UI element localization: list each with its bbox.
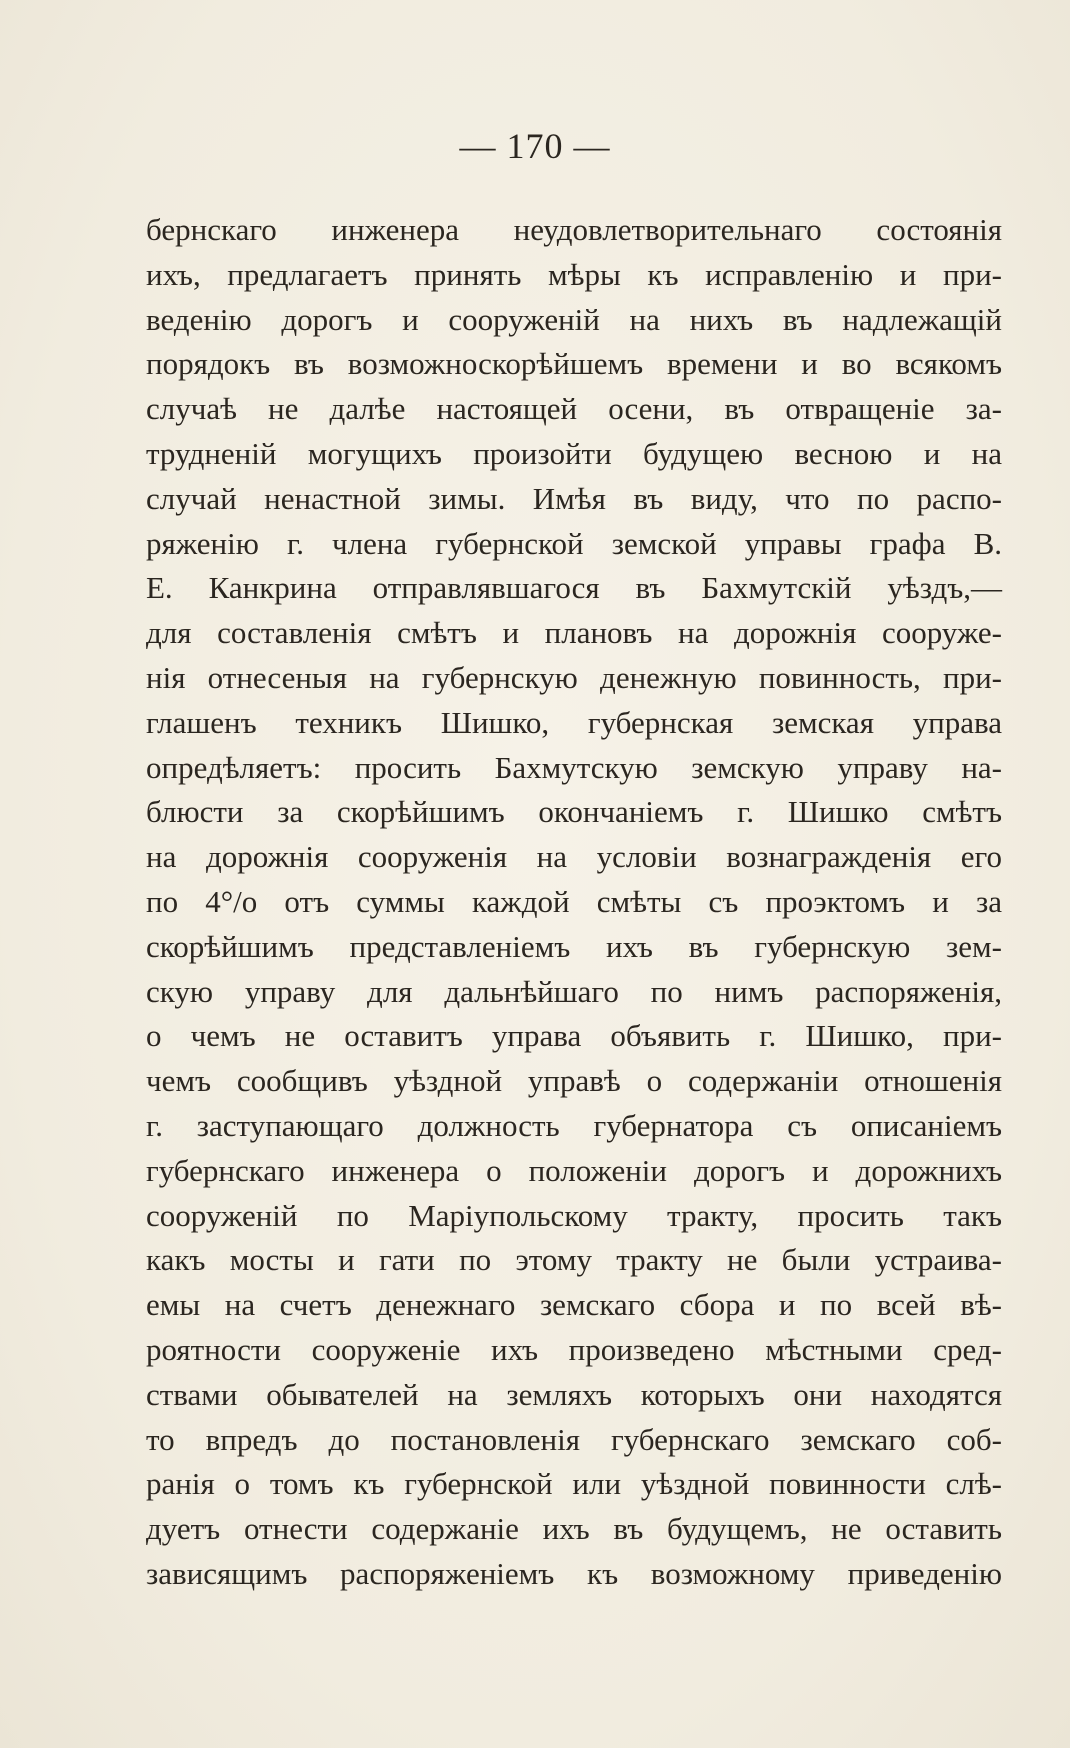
- text-line: веденію дорогъ и сооруженій на нихъ въ надлежащій: [146, 301, 1002, 337]
- text-line: ихъ, предлагаетъ принять мѣры къ исправленію и при-: [146, 256, 1002, 292]
- text-line: трудненій могущихъ произойти будущею весною и на: [146, 435, 1002, 471]
- text-line: опредѣляетъ: просить Бахмутскую земскую управу на-: [146, 749, 1002, 785]
- text-line: г. заступающаго должность губернатора съ описаніемъ: [146, 1107, 1002, 1143]
- text-line: зависящимъ распоряженіемъ къ возможному приведенію: [146, 1555, 1002, 1591]
- text-line: сооруженій по Маріупольскому тракту, просить такъ: [146, 1197, 1002, 1233]
- text-line: случай ненастной зимы. Имѣя въ виду, что по распо-: [146, 480, 1002, 516]
- text-line: по 4°/о отъ суммы каждой смѣты съ проэктомъ и за: [146, 883, 1002, 919]
- text-line: нія отнесеныя на губернскую денежную повинность, при-: [146, 659, 1002, 695]
- text-line: роятности сооруженіе ихъ произведено мѣстными сред-: [146, 1331, 1002, 1367]
- text-line: какъ мосты и гати по этому тракту не были устраива-: [146, 1242, 1002, 1278]
- text-line: бернскаго инженера неудовлетворительнаго состоянія: [146, 212, 1002, 247]
- text-line: Е. Канкрина отправлявшагося въ Бахмутскій уѣздъ,—: [146, 570, 1002, 606]
- text-line: дуетъ отнести содержаніе ихъ въ будущемъ, не оставить: [146, 1511, 1002, 1547]
- text-line: порядокъ въ возможноскорѣйшемъ времени и во всякомъ: [146, 346, 1002, 382]
- text-line: для составленія смѣтъ и плановъ на дорожнія сооруже-: [146, 615, 1002, 651]
- text-line: ряженію г. члена губернской земской управы графа В.: [146, 525, 1002, 561]
- text-line: ранія о томъ къ губернской или уѣздной повинности слѣ-: [146, 1466, 1002, 1502]
- text-line: глашенъ техникъ Шишко, губернская земская управа: [146, 704, 1002, 740]
- text-line: то впредъ до постановленія губернскаго земскаго соб-: [146, 1421, 1002, 1457]
- text-line: скую управу для дальнѣйшаго по нимъ распоряженія,: [146, 973, 1002, 1009]
- text-line: скорѣйшимъ представленіемъ ихъ въ губернскую зем-: [146, 928, 1002, 964]
- text-line: блюсти за скорѣйшимъ окончаніемъ г. Шишко смѣтъ: [146, 794, 1002, 830]
- text-line: случаѣ не далѣе настоящей осени, въ отвращеніе за-: [146, 391, 1002, 427]
- text-line: чемъ сообщивъ уѣздной управѣ о содержаніи отношенія: [146, 1063, 1002, 1099]
- text-line: ствами обывателей на земляхъ которыхъ они находятся: [146, 1376, 1002, 1412]
- text-line: о чемъ не оставитъ управа объявить г. Шишко, при-: [146, 1018, 1002, 1054]
- page-number-header: — 170 —: [459, 126, 611, 166]
- page-body-text: [146, 208, 1002, 1597]
- text-line: на дорожнія сооруженія на условіи вознагражденія его: [146, 839, 1002, 875]
- text-line: емы на счетъ денежнаго земскаго сбора и по всей вѣ-: [146, 1287, 1002, 1323]
- text-line: губернскаго инженера о положеніи дорогъ и дорожнихъ: [146, 1152, 1002, 1188]
